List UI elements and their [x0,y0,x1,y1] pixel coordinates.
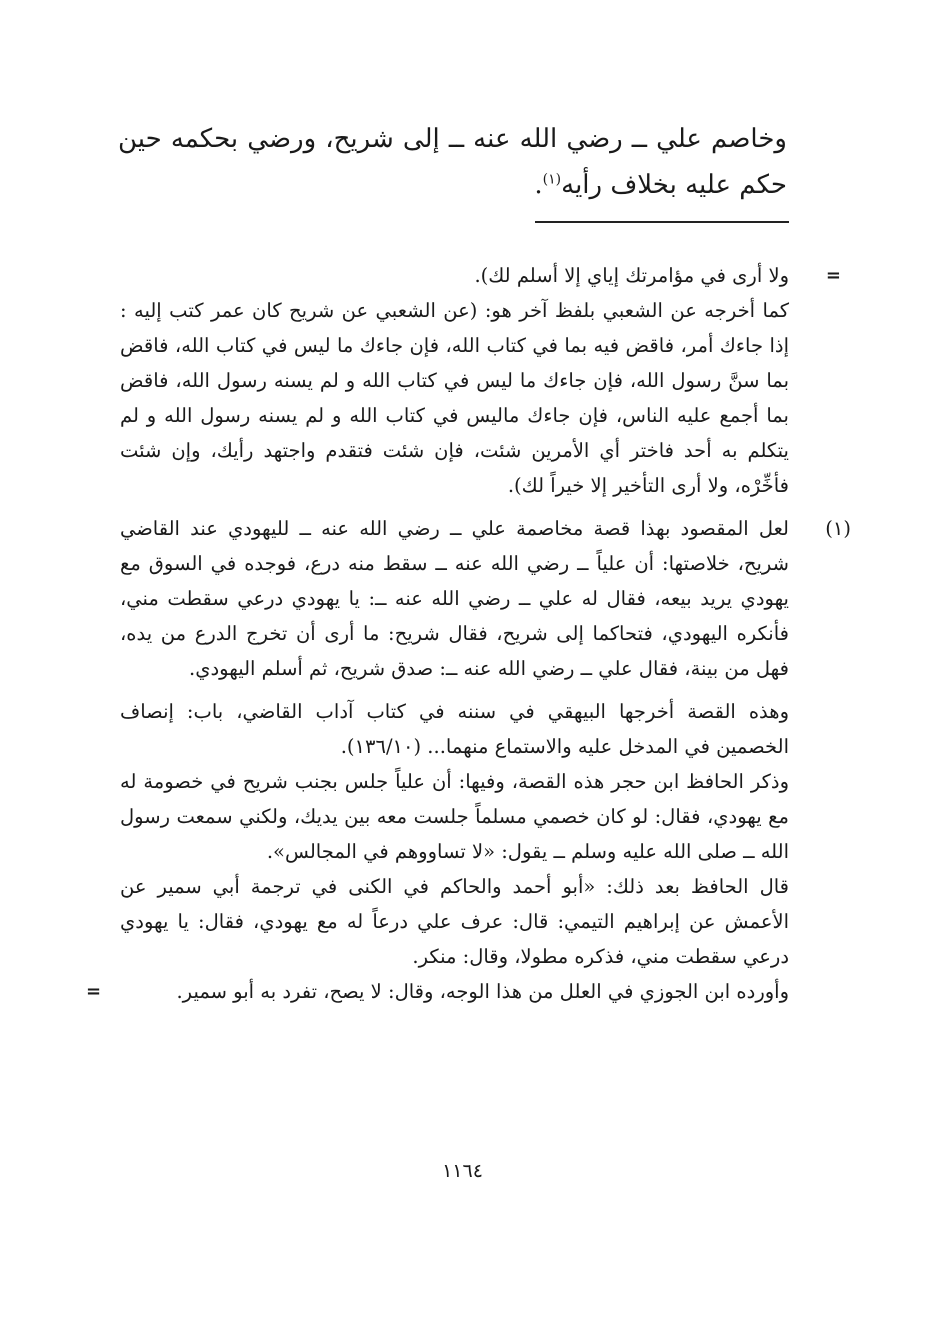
footnote-paragraph: قال الحافظ بعد ذلك: «أبو أحمد والحاكم في الكنى في ترجمة أبي سمير عن الأعمش عن إبراهيم التيمي: قال: عرف علي درعاً له مع يهودي، فقال: يا يهودي درعي سقطت مني، فذكره مطولا، وقال: منكر. [120,875,789,968]
footnote-1 [86,511,851,1009]
continues-marker: = [86,981,102,1002]
continuation-marker: = [825,265,841,286]
footnote-paragraph: لعل المقصود بهذا قصة مخاصمة علي ــ رضي الله عنه ــ لليهودي عند القاضي شريح، خلاصتها: أن علياً ــ رضي الله عنه ــ سقط منه درع، فوجده في السوق مع يهودي يريد بيعه، فقال له علي ــ رضي الله عنه ــ: يا يهودي درعي سقطت مني، فأنكره اليهودي، فتحاكما إلى شريح، فقال شريح: ما أرى أن تخرج الدرع من يده، فهل من بينة، فقال علي ــ رضي الله عنه ــ: صدق شريح، ثم أسلم اليهودي. [120,517,789,680]
main-paragraph-text: وخاصم علي ــ رضي الله عنه ــ إلى شريح، ورضي بحكمه حين حكم عليه بخلاف رأيه [118,124,787,200]
continuation-paragraph: كما أخرجه عن الشعبي بلفظ آخر هو: (عن الشعبي عن شريح كان عمر كتب إليه : إذا جاءك أمر، فاقض فيه بما في كتاب الله، فإن جاءك ما ليس في كتاب الله، فاقض بما سنَّ رسول الله، فإن جاءك ما ليس في كتاب الله و لم يسنه رسول الله، فاقض بما أجمع عليه الناس، فإن جاءك ماليس في كتاب الله و لم يسنه رسول الله و لم يتكلم به أحد فاختر أي الأمرين شئت، فإن شئت فتقدم واجتهد رأيك، وإن شئت فأخِّرْه، ولا أرى التأخير إلا خيراً لك). [120,299,789,497]
main-paragraph [118,116,787,208]
footnote-divider [535,221,789,223]
main-end-punct: . [534,170,543,200]
footnote-paragraph: وهذه القصة أخرجها البيهقي في سننه في كتاب آداب القاضي، باب: إنصاف الخصمين في المدخل عليه والاستماع منهما... (١٣٦/١٠). [120,700,789,758]
footnote-reference[interactable]: (١) [542,171,562,188]
footnote-number: (١) [825,517,851,540]
footnote-paragraph: وذكر الحافظ ابن حجر هذه القصة، وفيها: أن علياً جلس بجنب شريح في خصومة له مع يهودي، فقال: لو كان خصمي مسلماً جلست معه بين يديك، ولكني سمعت رسول الله ــ صلى الله عليه وسلم ــ يقول: «لا تساووهم في المجالس». [120,770,789,863]
footnote-last-line [86,974,789,1009]
page-number: ١١٦٤ [442,1160,483,1182]
footnotes-section [86,258,851,1009]
continuation-line: ولا أرى في مؤامرتك إياي إلا أسلم لك). [474,264,789,287]
footnote-continuation [120,258,841,503]
footnote-last-line-text: وأورده ابن الجوزي في العلل من هذا الوجه، وقال: لا يصح، تفرد به أبو سمير. [176,980,789,1003]
